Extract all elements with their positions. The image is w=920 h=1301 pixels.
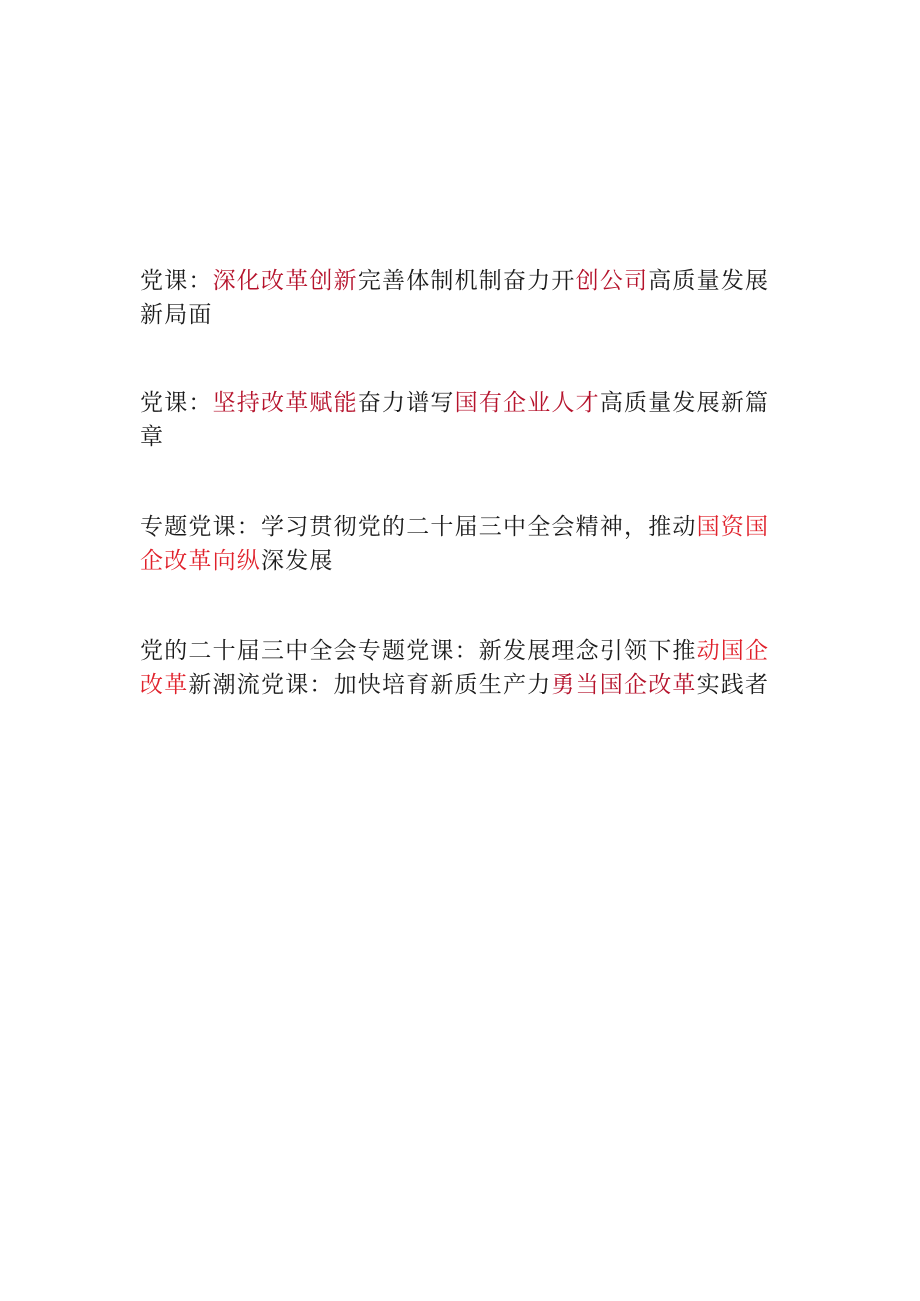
document-body bbox=[140, 264, 780, 702]
title-1-part-3: 完善体制机制奋力开 bbox=[357, 268, 576, 294]
title-2-part-1: 党课： bbox=[140, 390, 213, 416]
title-2-part-3: 奋力谱写 bbox=[357, 390, 455, 416]
title-3-part-3: 深发展 bbox=[261, 548, 334, 574]
lesson-title-3 bbox=[140, 510, 780, 578]
title-1-part-2: 深化改革创新 bbox=[212, 268, 358, 294]
title-3-part-1: 专题党课：学习贯彻党的二十届三中全会精神，推动 bbox=[140, 514, 697, 540]
title-2-part-5: 高质量发展新篇章 bbox=[140, 390, 770, 450]
title-2-part-4: 国有企业人才 bbox=[454, 390, 600, 416]
title-4-part-4: 勇当国企改革 bbox=[551, 672, 697, 698]
title-1-part-1: 党课： bbox=[140, 268, 213, 294]
title-1-part-5: 高质量发展新局面 bbox=[140, 268, 770, 328]
lesson-title-4 bbox=[140, 634, 780, 702]
title-2-part-2: 坚持改革赋能 bbox=[212, 390, 358, 416]
lesson-title-2 bbox=[140, 386, 780, 454]
title-4-part-1: 党的二十届三中全会专题党课：新发展理念引领下推 bbox=[140, 638, 697, 664]
title-4-part-3: 新潮流党课：加快培育新质生产力 bbox=[188, 672, 552, 698]
title-4-part-2: 动国企改革 bbox=[140, 638, 770, 698]
lesson-title-1 bbox=[140, 264, 780, 332]
title-4-part-5: 实践者 bbox=[696, 672, 770, 698]
title-1-part-4: 创公司 bbox=[575, 268, 649, 294]
title-3-part-2: 国资国企改革向纵 bbox=[140, 514, 770, 574]
